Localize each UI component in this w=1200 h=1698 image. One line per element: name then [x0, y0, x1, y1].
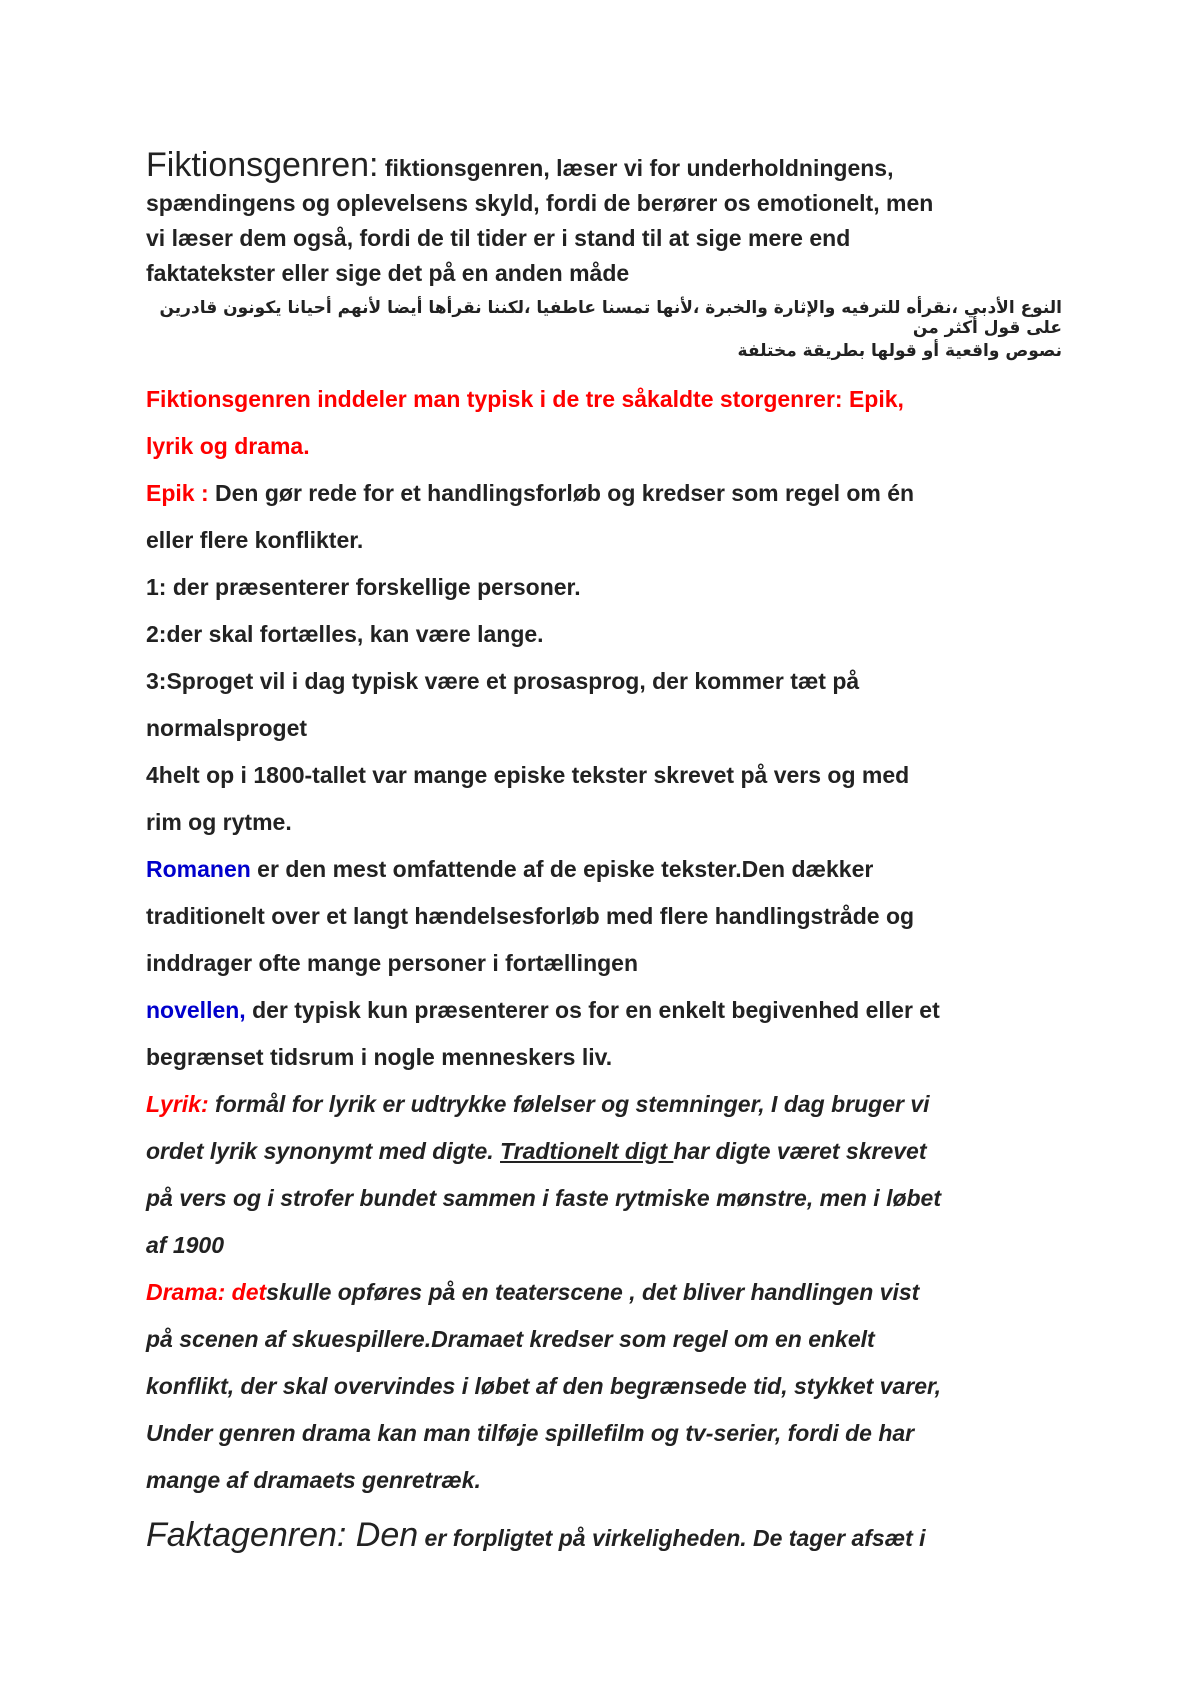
epik-point2: 2:der skal fortælles, kan være lange.	[146, 621, 544, 647]
fiktion-intro-line1	[146, 148, 1066, 186]
epik-point4-line2: rim og rytme.	[146, 809, 292, 835]
drama-line3: konflikt, der skal overvindes i løbet af den begrænsede tid, stykket varer,	[146, 1373, 942, 1399]
lyrik-line2	[146, 1136, 1076, 1166]
novellen-text1: der typisk kun præsenterer os for en enkelt begivenhed eller et	[245, 997, 940, 1023]
lyrik-line2-post: har digte været skrevet	[673, 1138, 927, 1164]
novellen-label: novellen,	[146, 997, 246, 1023]
fiktion-line4: faktatekster eller sige det på en anden måde	[146, 260, 630, 286]
epik-point4-line1: 4helt op i 1800-tallet var mange episke tekster skrevet på vers og med	[146, 762, 910, 788]
fakta-heading: Faktagenren: Den	[146, 1516, 419, 1554]
lyrik-underlined: Tradtionelt digt	[500, 1138, 674, 1164]
romanen-line2: traditionelt over et langt hændelsesforløb med flere handlingstråde og	[146, 903, 915, 929]
fiktion-heading: Fiktionsgenren:	[146, 146, 379, 184]
romanen-label: Romanen	[146, 856, 251, 882]
novellen-line1	[146, 995, 1076, 1025]
epik-text1: Den gør rede for et handlingsforløb og kredser som regel om én	[215, 480, 915, 506]
lyrik-line4: af 1900	[146, 1232, 225, 1258]
drama-line5: mange af dramaets genretræk.	[146, 1467, 481, 1493]
fakta-line1	[146, 1512, 1076, 1561]
fakta-text1: er forpligtet på virkeligheden. De tager afsæt i	[418, 1525, 926, 1551]
epik-line2: eller flere konflikter.	[146, 527, 364, 553]
epik-line1	[146, 478, 1076, 508]
lyrik-line1	[146, 1089, 1076, 1119]
fiktion-intro	[146, 148, 1066, 291]
romanen-text1: er den mest omfattende af de episke tekster.Den dækker	[250, 856, 874, 882]
romanen-line3: inddrager ofte mange personer i fortællingen	[146, 950, 639, 976]
epik-point3-line1: 3:Sproget vil i dag typisk være et prosasprog, der kommer tæt på	[146, 668, 860, 694]
epik-point3-line2: normalsproget	[146, 715, 308, 741]
drama-label: Drama: det	[146, 1279, 267, 1305]
novellen-line2: begrænset tidsrum i nogle menneskers liv.	[146, 1044, 613, 1070]
epik-point1: 1: der præsenterer forskellige personer.	[146, 574, 581, 600]
arabic-line1: النوع الأدبي ،نقرأه للترفيه والإثارة والخبرة ،لأنها تمسنا عاطفيا ،لكننا نقرأها أيضا لأنهم أحيانا يكونون قادرين على قول أكثر من	[159, 298, 1062, 338]
fiktion-line3: vi læser dem også, fordi de til tider er i stand til at sige mere end	[146, 225, 851, 251]
storgenrer-line1: Fiktionsgenren inddeler man typisk i de tre såkaldte storgenrer: Epik,	[146, 386, 904, 412]
lyrik-label: Lyrik:	[146, 1091, 209, 1117]
drama-text1: skulle opføres på en teaterscene , det bliver handlingen vist	[266, 1279, 920, 1305]
drama-line1	[146, 1277, 1076, 1307]
storgenrer-line2: lyrik og drama.	[146, 433, 310, 459]
lyrik-line3: på vers og i strofer bundet sammen i faste rytmiske mønstre, men i løbet	[146, 1185, 942, 1211]
lyrik-text1: formål for lyrik er udtrykke følelser og stemninger, I dag bruger vi	[208, 1091, 930, 1117]
drama-line4: Under genren drama kan man tilføje spillefilm og tv-serier, fordi de har	[146, 1420, 915, 1446]
epik-label: Epik :	[146, 480, 216, 506]
romanen-line1	[146, 854, 1076, 884]
fiktion-line2: spændingens og oplevelsens skyld, fordi de berører os emotionelt, men	[146, 190, 934, 216]
drama-line2: på scenen af skuespillere.Dramaet kredser som regel om en enkelt	[146, 1326, 875, 1352]
arabic-line2: نصوص واقعية أو قولها بطريقة مختلفة	[737, 341, 1062, 361]
lyrik-line2-pre: ordet lyrik synonymt med digte.	[146, 1138, 501, 1164]
fiktion-line1: fiktionsgenren, læser vi for underholdningens,	[384, 155, 894, 181]
